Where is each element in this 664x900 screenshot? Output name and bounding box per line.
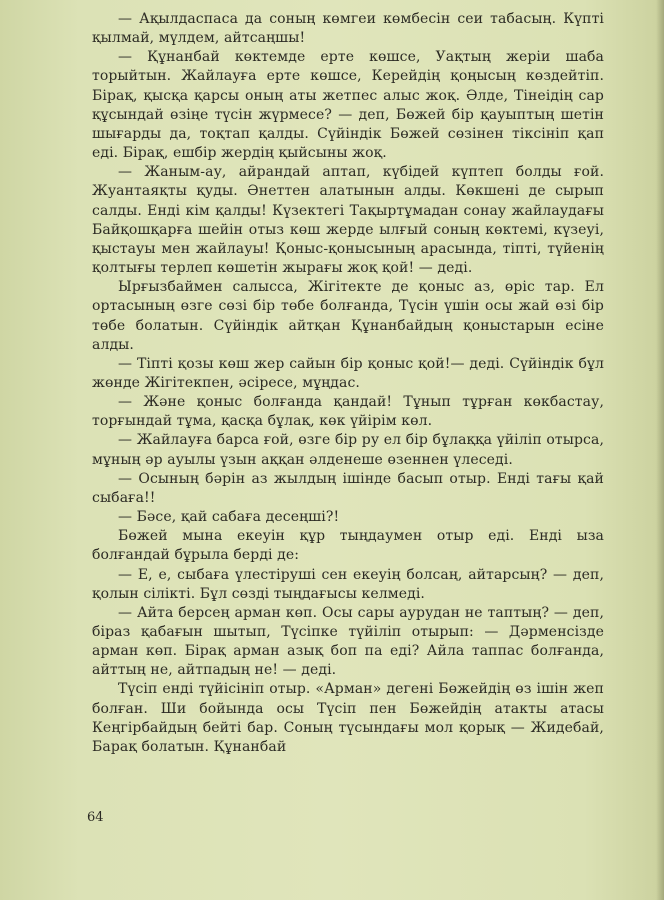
paragraph-6: — Және қоныс болғанда қандай! Тұнып тұрған көкбастау, торғындай тұма, қасқа бұлақ, көк үйірім көл.	[92, 394, 604, 430]
paragraph-13: Түсіп енді түйісініп отыр. «Арман» дегені Бөжейдің өз ішін жеп болған. Ши бойында осы Түсіп пен Бөжейдің атакты атасы Кеңгірбайдың бейті бар. Соның түсындағы мол қорық — Жидебай, Барақ болатын. Құнанбай	[92, 681, 604, 755]
paragraph-7: — Жайлауға барса ғой, өзге бір ру ел бір бұлаққа үйіліп отырса, мұның әр ауылы үзын аққан әлденеше өзеннен үлеседі.	[92, 432, 604, 468]
paragraph-11: — Е, е, сыбаға үлестіруші сен екеуің болсаң, айтарсың? — деп, қолын сілікті. Бұл сөзді тыңдағысы келмеді.	[92, 566, 604, 602]
paragraph-4: Ырғызбаймен салысса, Жігітекте де қоныс аз, өріс тар. Ел ортасының өзге сөзі бір төбе болғанда, Түсін үшін осы жай өзі бір төбе болатын. Сүйіндік айтқан Құнанбайдың қоныстарын есіне алды.	[92, 279, 604, 353]
paragraph-9: — Бәсе, қай сабаға десеңші?!	[118, 509, 340, 526]
page-number: 64	[87, 810, 104, 825]
paragraph-12: — Айта берсең арман көп. Осы сары аурудан не таптың? — деп, біраз қабағын шытып, Түсіпке түйіліп отырып: — Дәрменсізде арман көп. Бірақ арман азық боп па еді? Айла таппас болғанда, айттың не, айтпадың не! — деді.	[92, 604, 604, 679]
paragraph-8: — Осының бәрін аз жылдың ішінде басып отыр. Енді тағы қай сыбаға!!	[92, 470, 604, 506]
paragraph-5: — Тіпті қозы көш жер сайын бір қоныс қой!— деді. Сүйіндік бұл жөнде Жігітекпен, әсіресе, мұңдас.	[92, 355, 604, 391]
paragraph-3: — Жаным-ау, айрандай аптап, күбідей күптеп болды ғой. Жуантаяқты қуды. Әнеттен алатынын алды. Көкшені де сырып салды. Енді кім қалды! Күзектегі Тақыртұмадан сонау жайлаудағы Байқошқарға шейін отыз көш жерде ылғый соның көктемі, күзеуі, қыстауы мен жайлауы! Қоныс-қонысының арасында, тіпті, түйенің қолтығы терлеп көшетін жырағы жоқ қой! — деді.	[92, 164, 604, 277]
page-text	[92, 10, 604, 757]
paragraph-1: — Ақылдаспаса да соның көмгеи көмбесін сеи табасың. Күпті қылмай, мүлдем, айтсаңшы!	[92, 11, 604, 47]
paragraph-10: Бөжей мына екеуін құр тыңдаумен отыр еді. Енді ыза болғандай бұрыла берді де:	[92, 528, 604, 564]
paragraph-2: — Құнанбай көктемде ерте көшсе, Уақтың жеріи шаба торыйтын. Жайлауға ерте көшсе, Керейдің қоңысың көздейтіп. Бірақ, қысқа қарсы оның аты жетпес алыс жоқ. Әлде, Тінеідің сар құсындай өзіңе түсін жүрмесе? — деп, Бөжей бір қауыптың шетін шығарды да, тоқтап қалды. Сүйіндік Бөжей сөзінен тіксініп қап еді. Бірақ, ешбір жердің қыйсыны жоқ.	[92, 49, 604, 162]
